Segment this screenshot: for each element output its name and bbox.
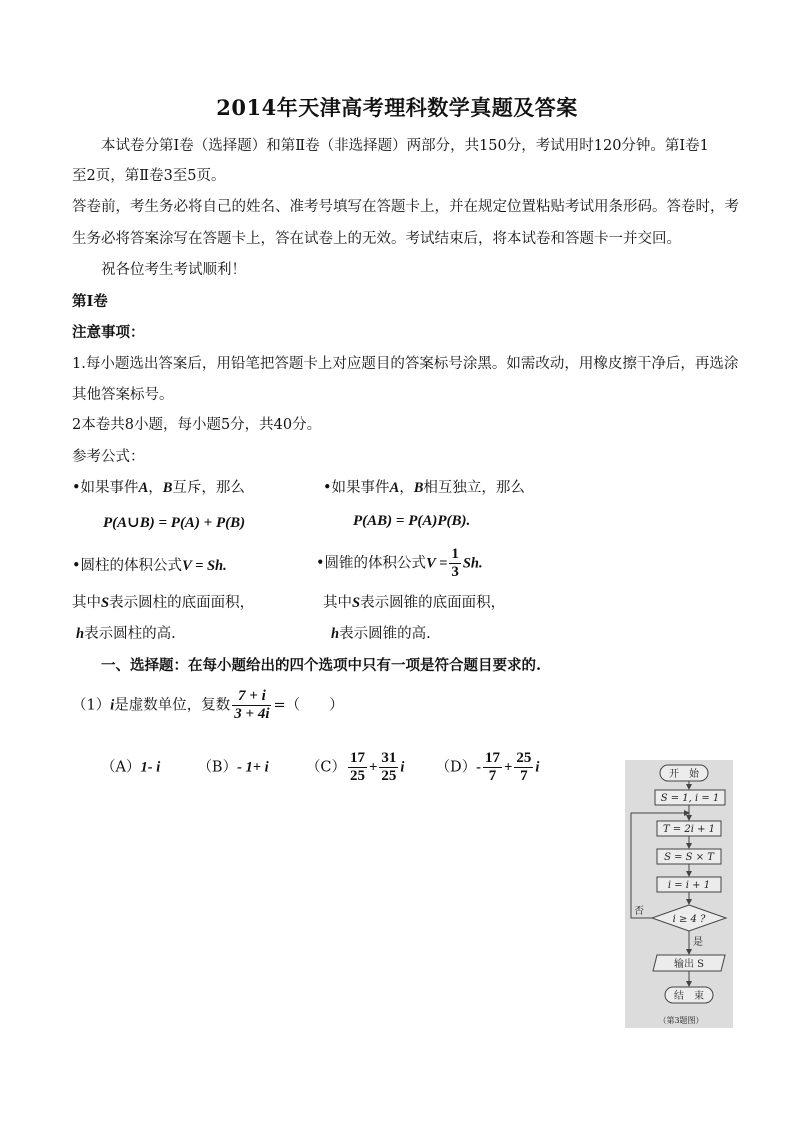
question-tail: =（ ） [273,697,344,714]
var-h: h [76,626,85,642]
denominator: 25 [350,768,366,784]
var-i: i [400,759,405,776]
note-line: 其他答案标号。 [72,387,174,403]
formula-cylinder [72,556,227,576]
var-b: B [413,480,424,496]
formula-where-cone-h [331,624,431,644]
text: •圆柱的体积公式 [72,558,183,574]
fraction [449,546,461,581]
flow-no-label: 否 [634,906,644,917]
text: •圆锥的体积公式 [316,555,427,572]
formula-union: P(A∪B) = P(A) + P(B) [103,515,246,531]
text: ， [399,480,414,496]
plus: + [369,759,378,776]
option-a-label: （A） [101,759,141,776]
question-stem: 是虚数单位，复数 [114,697,231,714]
numerator: 7 + i [232,688,271,706]
page-title: 2014年天津高考理科数学真题及答案 [216,95,578,120]
fraction [379,750,398,785]
option-d-label: （D） [435,759,477,776]
flow-start-label: 开 始 [669,769,699,780]
intro-line: 至2页，第Ⅱ卷3至5页。 [72,168,226,184]
text: 表示圆柱的高. [84,626,176,642]
part-heading: 第Ⅰ卷 [72,293,108,310]
intro-line: 祝各位考生考试顺利！ [101,262,246,278]
text: 表示圆锥的底面面积， [360,595,506,611]
question-1 [72,688,344,723]
minus: - [476,759,482,776]
flow-yes-label: 是 [693,937,703,948]
formula-cone [316,546,483,581]
denominator: 25 [381,768,397,784]
intro-line: 本试卷分第Ⅰ卷（选择题）和第Ⅱ卷（非选择题）两部分，共150分，考试用时120分钟。第Ⅰ卷1 [101,138,709,154]
math: V = [426,555,448,572]
text: •如果事件 [72,480,139,496]
numerator: 17 [350,750,366,766]
numerator: 1 [451,546,459,562]
text: 互斥，那么 [172,480,245,496]
option-c-label: （C） [305,759,347,776]
numerator: 31 [381,750,397,766]
text: 相互独立，那么 [423,480,525,496]
formula-where-cone-s [323,593,505,613]
var-s: S [101,595,110,611]
flow-step3-label: i = i + 1 [667,880,711,891]
formula-heading: 参考公式： [72,449,145,465]
text: •如果事件 [323,480,390,496]
note-line: 2本卷共8小题，每小题5分，共40分。 [72,417,322,433]
flow-step1-label: T = 2i + 1 [662,824,716,835]
numerator: 25 [516,750,532,766]
flowchart-figure [625,760,733,1028]
option-a: 1- i [140,759,161,776]
numerator: 17 [485,750,501,766]
fraction [348,750,367,785]
formula-independent: P(AB) = P(A)P(B). [353,513,471,529]
text: ， [148,480,163,496]
formula-events-exclusive [72,478,245,498]
question-number: （1） [72,697,111,714]
var-b: B [162,480,173,496]
section-heading: 一、选择题：在每小题给出的四个选项中只有一项是符合题目要求的. [101,657,542,674]
intro-line: 生务必将答案涂写在答题卡上，答在试卷上的无效。考试结束后，将本试卷和答题卡一并交回。 [72,231,681,247]
flow-end-label: 结 束 [674,991,704,1002]
text: 其中 [72,595,101,611]
formula-where-cyl-s [72,593,254,613]
notes-heading: 注意事项： [72,324,145,341]
math: Sh. [462,555,483,572]
var-i: i [535,759,540,776]
math: V = Sh. [182,558,227,574]
denominator: 7 [520,768,528,784]
option-b-label: （B） [197,759,238,776]
text: 其中 [323,595,352,611]
denominator: 7 [488,768,497,784]
flow-cond-label: i ≥ 4 ? [672,914,706,925]
plus: + [504,759,513,776]
flowchart-svg [625,760,733,1028]
fraction [514,750,533,785]
flow-output-label: 输出 S [673,959,705,970]
formula-events-independent [323,478,525,498]
note-line: 1.每小题选出答案后，用铅笔把答题卡上对应题目的答案标号涂黑。如需改动，用橡皮擦干净后，再选涂 [72,356,739,372]
var-h: h [331,626,340,642]
denominator: 3 [451,564,459,580]
option-b: - 1+ i [237,759,269,776]
formula-where-cyl-h [76,624,176,644]
flow-init-label: S = 1, i = 1 [660,793,720,804]
fraction [232,688,271,723]
fraction [483,750,502,785]
intro-line: 答卷前，考生务必将自己的姓名、准考号填写在答题卡上，并在规定位置粘贴考试用条形码。答卷时，考 [72,199,739,215]
var-a: A [389,480,400,496]
flow-step2-label: S = S × T [664,852,714,863]
denominator: 3 + 4i [234,706,270,722]
var-a: A [138,480,149,496]
question-1-options [101,750,539,785]
var-s: S [352,595,361,611]
text: 表示圆锥的高. [339,626,431,642]
flow-caption: （第3题图） [658,1016,704,1025]
var-i: i [110,697,115,714]
text: 表示圆柱的底面面积， [109,595,255,611]
